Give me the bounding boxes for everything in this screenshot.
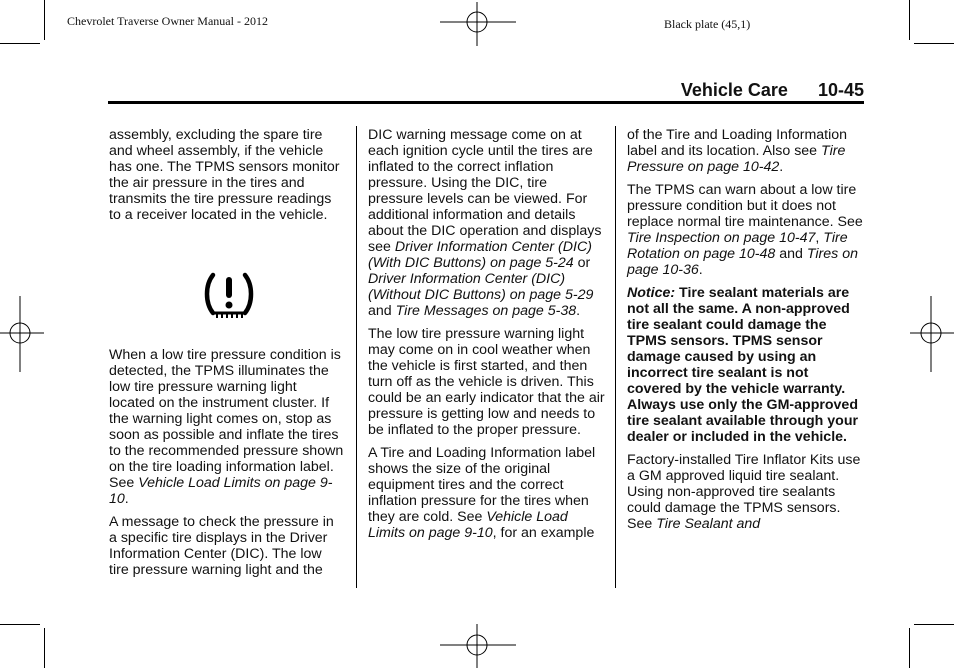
paragraph: A message to check the pressure in a specific tire displays in the Driver Information Center (DIC). The low tire pressure warning light and the [109, 514, 334, 578]
column-3 [627, 127, 863, 539]
cross-reference: Tire Inspection on page 10-47 [627, 230, 816, 246]
manual-title: Chevrolet Traverse Owner Manual - 2012 [67, 14, 268, 28]
column-2 [368, 127, 606, 548]
cross-reference: Tire Messages on page 5-38 [395, 303, 577, 319]
notice: Notice: Tire sealant materials are not all the same. A non-approved tire sealant could damage the TPMS sensors. TPMS sensor damage caused by using an incorrect tire sealant is not covered by the vehicle warranty. Always use only the GM-approved tire sealant available through your dealer or included in the vehicle. [627, 285, 859, 445]
section-title: Vehicle Care [680, 80, 788, 100]
column-divider-2 [615, 126, 616, 588]
header-rule [108, 101, 864, 104]
registration-mark-bottom [440, 624, 516, 668]
column-1 [109, 127, 345, 585]
cross-reference: Vehicle Load Limits on page 9-10 [109, 475, 333, 507]
column-divider-1 [356, 126, 357, 588]
paragraph: of the Tire and Loading Information label and its location. Also see Tire Pressure on page 10-42. [627, 127, 848, 175]
notice-label: Notice: [627, 285, 676, 301]
tpms-warning-icon [203, 271, 255, 321]
paragraph: assembly, excluding the spare tire and wheel assembly, if the vehicle has one. The TPMS sensors monitor the air pressure in the tires and transmits the tire pressure readings to a receiver located in the vehicle. [109, 127, 340, 223]
cross-reference: Tire Rotation on page 10-48 [627, 230, 848, 262]
paragraph: When a low tire pressure condition is detected, the TPMS illuminates the low tire pressure warning light located on the instrument cluster. If the warning light comes on, stop as soon as possible and inflate the tires to the recommended pressure shown on the tire loading information label. See Vehicle Load Limits on page 9-10. [109, 347, 344, 507]
paragraph: DIC warning message come on at each ignition cycle until the tires are inflated to the correct inflation pressure. Using the DIC, tire pressure levels can be viewed. For additional information and details about the DIC operation and displays see Driver Information Center (DIC) (With DIC Buttons) on page 5-24 or Driver Information Center (DIC) (Without DIC Buttons) on page 5-29 and Tire Messages on page 5-38. [368, 127, 602, 319]
paragraph: Factory-installed Tire Inflator Kits use a GM approved liquid tire sealant. Using non-approved tire sealants could damage the TPMS sensors. See Tire Sealant and [627, 452, 861, 532]
registration-mark-top [440, 2, 516, 46]
paragraph: The TPMS can warn about a low tire pressure condition but it does not replace normal tire maintenance. See Tire Inspection on page 10-47, Tire Rotation on page 10-48 and Tires on page 10-36. [627, 182, 863, 278]
page-number: 10-45 [817, 80, 864, 100]
cross-reference: Tire Sealant and [656, 516, 761, 532]
cross-reference: Vehicle Load Limits on page 9-10 [368, 509, 568, 541]
registration-mark-left [0, 296, 44, 372]
cross-reference: Tires on page 10-36 [627, 246, 858, 278]
registration-mark-right [910, 296, 954, 372]
cross-reference: Tire Pressure on page 10-42 [627, 143, 846, 175]
paragraph: A Tire and Loading Information label shows the size of the original equipment tires and the correct inflation pressure for the tires when they are cold. See Vehicle Load Limits on page 9-10, for an example [368, 445, 596, 541]
cross-reference: Driver Information Center (DIC) (With DIC Buttons) on page 5-24 [368, 239, 592, 271]
section-heading [681, 80, 864, 101]
paragraph: The low tire pressure warning light may come on in cool weather when the vehicle is first started, and then turn off as the vehicle is driven. This could be an early indicator that the air pressure is getting low and needs to be inflated to the proper pressure. [368, 326, 605, 438]
cross-reference: Driver Information Center (DIC) (Without DIC Buttons) on page 5-29 [368, 271, 594, 303]
plate-label: Black plate (45,1) [664, 17, 751, 31]
